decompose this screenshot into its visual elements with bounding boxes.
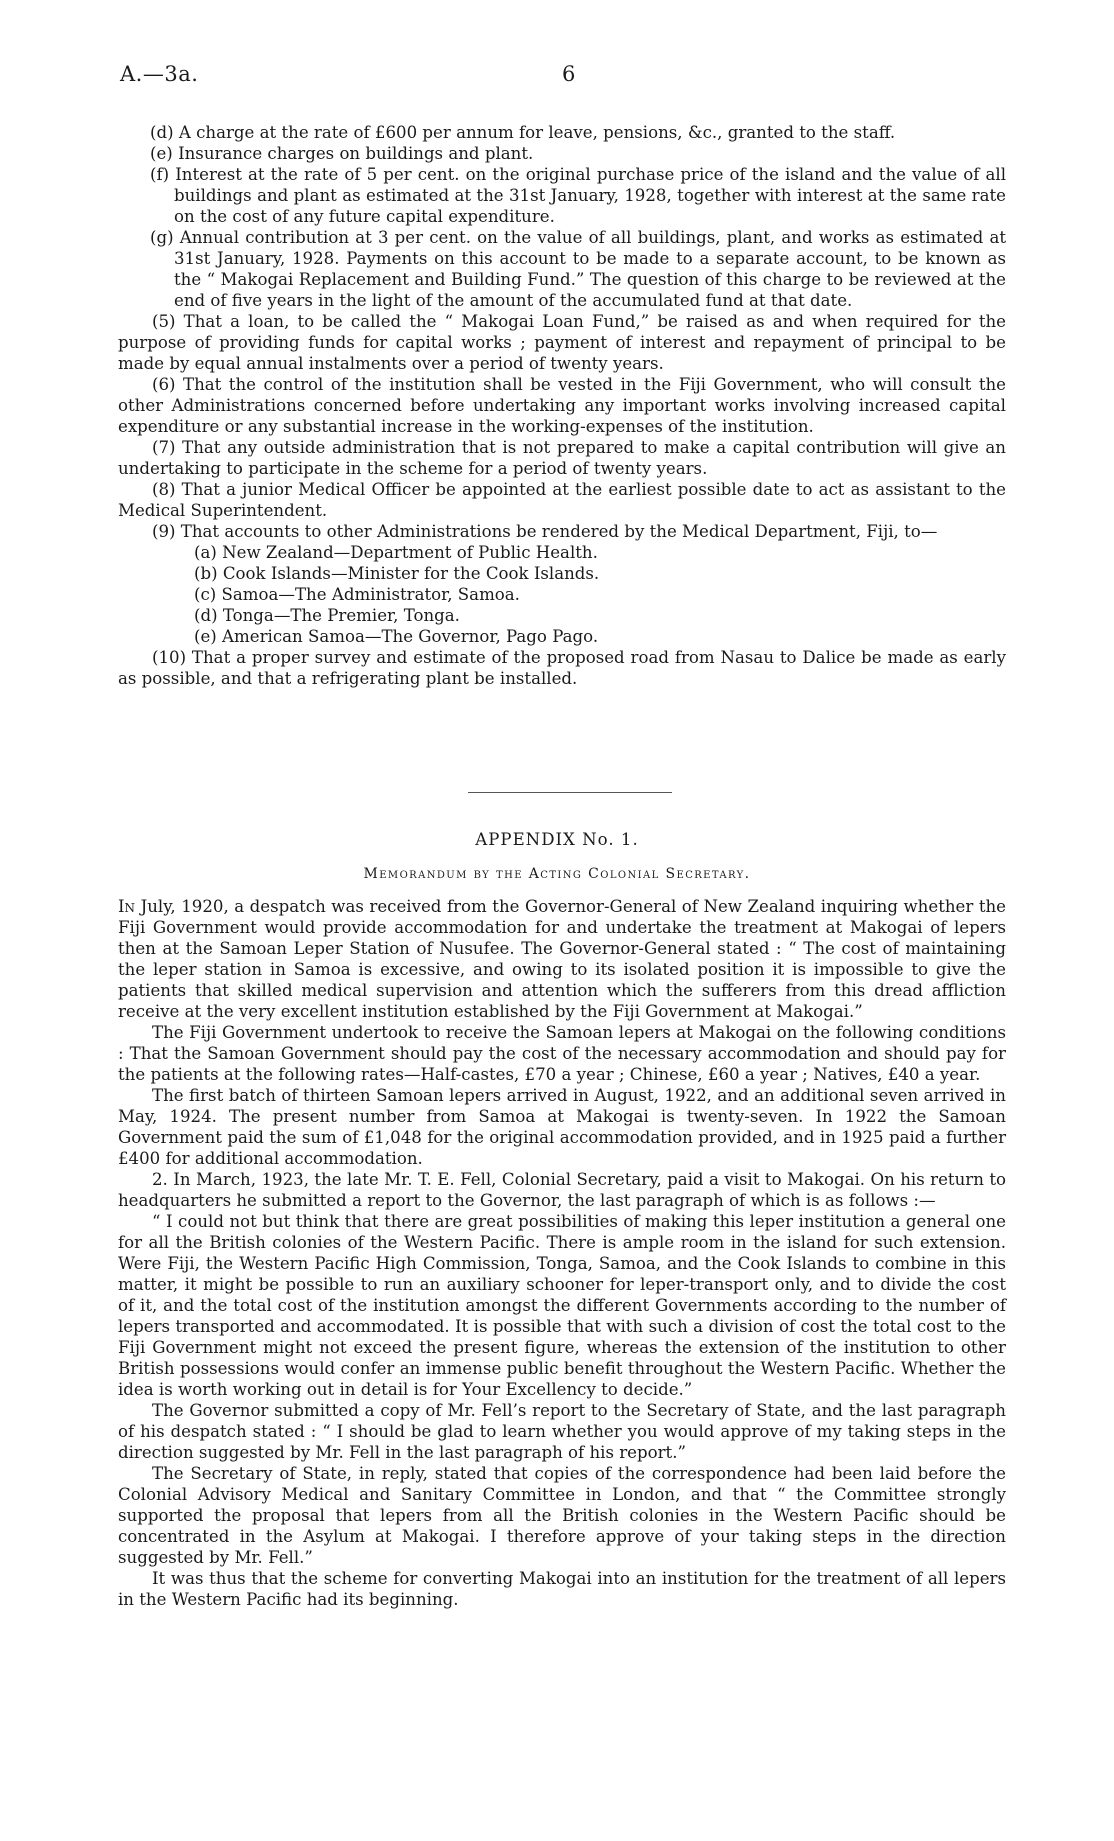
list-item: (c) Samoa—The Administrator, Samoa.: [194, 585, 520, 604]
paragraph-6: (6) That the control of the institution shall be vested in the Fiji Government, who will consult the other Administrations concerned before undertaking any important works involving increased capital expenditure or any substantial increase in the working-expenses of the institution.: [118, 375, 1006, 436]
list-item: (b) Cook Islands—Minister for the Cook Islands.: [194, 564, 600, 583]
paragraph-8: (8) That a junior Medical Officer be appointed at the earliest possible date to act as assistant to the Medical Superintendent.: [118, 480, 1006, 520]
memorandum-body: [118, 896, 1006, 1610]
recommendations-section: [118, 122, 1006, 689]
list-item: (f) Interest at the rate of 5 per cent. on the original purchase price of the island and the value of all buildings and plant as estimated at the 31st January, 1928, together with interest at the same rate on the cost of any future capital expenditure.: [150, 165, 1006, 226]
paragraph-5: (5) That a loan, to be called the “ Makogai Loan Fund,” be raised as and when required for the purpose of providing funds for capital works ; payment of interest and repayment of principal to be made by equal annual instalments over a period of twenty years.: [118, 312, 1006, 373]
memo-paragraph: The Fiji Government undertook to receive the Samoan lepers at Makogai on the following conditions : That the Samoan Government should pay the cost of the necessary accommodation and should pay for the patients at the following rates—Half-castes, £70 a year ; Chinese, £60 a year ; Natives, £40 a year.: [118, 1023, 1006, 1084]
memo-paragraph: The first batch of thirteen Samoan lepers arrived in August, 1922, and an additional seven arrived in May, 1924. The present number from Samoa at Makogai is twenty-seven. In 1922 the Samoan Government paid the sum of £1,048 for the original accommodation provided, and in 1925 paid a further £400 for additional accommodation.: [118, 1086, 1006, 1168]
drop-word: In: [118, 897, 136, 916]
document-reference: A.—3a.: [120, 62, 199, 86]
memo-quote: “ I could not but think that there are great possibilities of making this leper institution a general one for all the British colonies of the Western Pacific. There is ample room in the island for such extension. Were Fiji, the Western Pacific High Commission, Tonga, Samoa, and the Cook Islands to combine in this matter, it might be possible to run an auxiliary schooner for leper-transport only, and to divide the cost of it, and the total cost of the institution amongst the different Governments according to the number of lepers transported and accommodated. It is possible that with such a division of cost the total cost to the Fiji Government might not exceed the present figure, whereas the extension of the institution to other British possessions would confer an immense public benefit throughout the Western Pacific. Whether the idea is worth working out in detail is for Your Excellency to decide.”: [118, 1212, 1006, 1399]
paragraph-7: (7) That any outside administration that is not prepared to make a capital contribution will give an undertaking to participate in the scheme for a period of twenty years.: [118, 438, 1006, 478]
paragraph-10: (10) That a proper survey and estimate of the proposed road from Nasau to Dalice be made as early as possible, and that a refrigerating plant be installed.: [118, 648, 1006, 688]
list-item: (e) American Samoa—The Governor, Pago Pago.: [194, 627, 599, 646]
memorandum-title: Memorandum by the Acting Colonial Secretary.: [363, 866, 751, 882]
list-item: (d) A charge at the rate of £600 per annum for leave, pensions, &c., granted to the staff.: [150, 123, 896, 142]
paragraph-9: (9) That accounts to other Administrations be rendered by the Medical Department, Fiji, to—: [152, 522, 938, 541]
list-item: (g) Annual contribution at 3 per cent. on the value of all buildings, plant, and works as estimated at 31st January, 1928. Payments on this account to be made to a separate account, to be known as the “ Makogai Replacement and Building Fund.” The question of this charge to be reviewed at the end of five years in the light of the amount of the accumulated fund at that date.: [150, 228, 1007, 310]
page-number: 6: [562, 62, 576, 86]
list-item: (a) New Zealand—Department of Public Health.: [194, 543, 598, 562]
appendix-title: APPENDIX No. 1.: [475, 830, 639, 849]
memo-paragraph: 2. In March, 1923, the late Mr. T. E. Fell, Colonial Secretary, paid a visit to Makogai. On his return to headquarters he submitted a report to the Governor, the last paragraph of which is as follows :—: [118, 1170, 1006, 1210]
memo-paragraph: The Secretary of State, in reply, stated that copies of the correspondence had been laid before the Colonial Advisory Medical and Sanitary Committee in London, and that “ the Committee strongly supported the proposal that lepers from all the British colonies in the Western Pacific should be concentrated in the Asylum at Makogai. I therefore approve of your taking steps in the direction suggested by Mr. Fell.”: [118, 1464, 1006, 1567]
memo-paragraph: It was thus that the scheme for converting Makogai into an institution for the treatment of all lepers in the Western Pacific had its beginning.: [118, 1569, 1006, 1609]
list-item: (d) Tonga—The Premier, Tonga.: [194, 606, 460, 625]
list-item: (e) Insurance charges on buildings and plant.: [150, 144, 534, 163]
memo-paragraph: In July, 1920, a despatch was received from the Governor-General of New Zealand inquiring whether the Fiji Government would provide accommodation for and undertake the treatment at Makogai of lepers then at the Samoan Leper Station of Nusufee. The Governor-General stated : “ The cost of maintaining the leper station in Samoa is excessive, and owing to its isolated position it is impossible to give the patients that skilled medical supervision and attention which the sufferers from this dread affliction receive at the very excellent institution established by the Fiji Government at Makogai.”: [118, 897, 1006, 1021]
section-divider: [468, 792, 672, 793]
memo-paragraph: The Governor submitted a copy of Mr. Fell’s report to the Secretary of State, and the last paragraph of his despatch stated : “ I should be glad to learn whether you would approve of my taking steps in the direction suggested by Mr. Fell in the last paragraph of his report.”: [118, 1401, 1006, 1462]
